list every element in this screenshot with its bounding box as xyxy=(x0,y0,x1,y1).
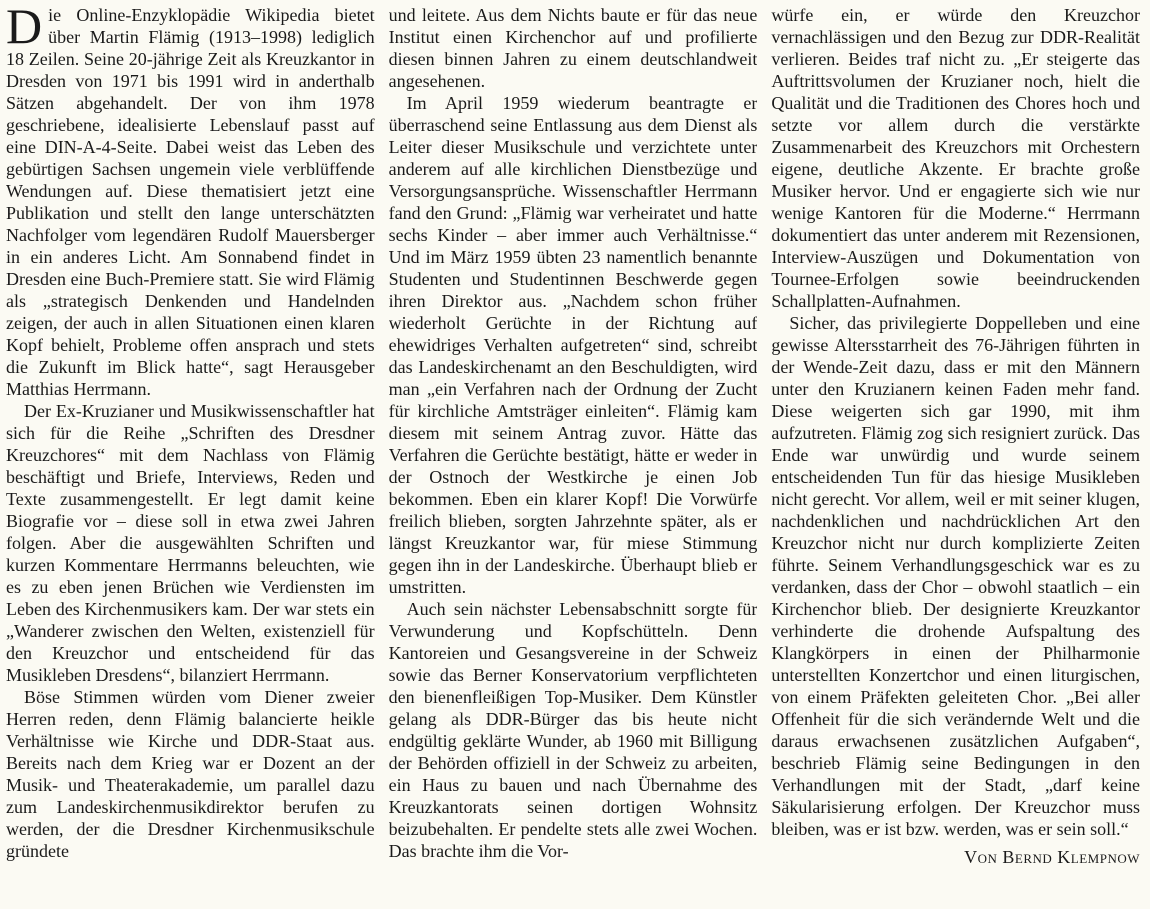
article-column-1 xyxy=(6,4,375,909)
paragraph-5: Auch sein nächster Lebensabschnitt sorgte für Verwunderung und Kopfschütteln. Denn Kantoreien und Gesangsvereine in der Schweiz sowie das Berner Konservatorium verpflichteten den bienenfleißigen Top-Musiker. Dem Künstler gelang als DDR-Bürger das bis heute nicht endgültig geklärte Wunder, ab 1960 mit Billigung der Behörden offiziell in der Schweiz zu arbeiten, ein Haus zu bauen und nach Übernahme des Kreuzkantorats seinen dortigen Wohnsitz beizubehalten. Er pendelte stets alle zwei Wochen. Das brachte ihm die Vor- xyxy=(388,599,758,861)
paragraph-6: Sicher, das privilegierte Doppelleben und eine gewisse Altersstarrheit des 76-Jährigen führten in der Wende-Zeit dazu, dass er mit den Männern unter den Kruzianern keinen Faden mehr fand. Diese weigerten sich gar 1990, mit ihm aufzutreten. Flämig zog sich resigniert zurück. Das Ende war unwürdig und wurde seinem entscheidenden Tun für das hiesige Musikleben nicht gerecht. Vor allem, weil er mit seiner klugen, nachdenklichen und nachdrücklichen Art den Kreuzchor nicht nur durch komplizierte Zeiten führte. Seinem Verhandlungsgeschick war es zu verdanken, dass der Chor – obwohl staatlich – ein Kirchenchor blieb. Der designierte Kreuzkantor verhinderte die drohende Aufspaltung des Klangkörpers in einen der Philharmonie unterstellten Konzertchor und einen liturgischen, von einem Präfekten geleiteten Chor. „Bei aller Offenheit für die sich verändernde Welt und die daraus erwachsenen zusätzlichen Aufgaben“, beschrieb Flämig seine Bedingungen in den Verhandlungen mit der Stadt, „darf keine Säkularisierung erfolgen. Der Kreuzchor muss bleiben, was er ist bzw. werden, was er sein soll.“ xyxy=(771,313,1141,839)
article-column-2 xyxy=(389,4,758,909)
paragraph-4: Im April 1959 wiederum beantragte er überraschend seine Entlassung aus dem Dienst als Leiter dieser Musikschule und verzichtete unter anderem auf alle kirchlichen Dienstbezüge und Versorgungsansprüche. Wissenschaftler Herrmann fand den Grund: „Flämig war verheiratet und hatte sechs Kinder – aber immer auch Verhältnisse.“ Und im März 1959 übten 23 namentlich benannte Studenten und Studentinnen Beschwerde gegen ihren Direktor aus. „Nachdem schon früher wiederholt Gerüchte in der Richtung auf ehewidriges Verhalten aufgetreten“ sind, schreibt das Landeskirchenamt an den Beschuldigten, wird man „ein Verfahren nach der Ordnung der Zucht für kirchliche Amtsträger einleiten“. Flämig kam diesem mit seinem Antrag zuvor. Hätte das Verfahren die Gerüchte bestätigt, hätte er weder in der Ostnoch der Westkirche je einen Job bekommen. Eben ein klarer Kopf! Die Vorwürfe freilich blieben, sorgten Jahrzehnte später, als er längst Kreuzkantor war, für miese Stimmung gegen ihn in der Landeskirche. Überhaupt blieb er umstritten. xyxy=(388,93,758,597)
paragraph-5-continued: würfe ein, er würde den Kreuzchor vernachlässigen und den Bezug zur DDR-Realität verlieren. Beides traf nicht zu. „Er steigerte das Auftrittsvolumen der Kruzianer noch, hielt die Qualität und die Traditionen des Chores hoch und setzte vor allem durch die verstärkte Zusammenarbeit des Kreuzchors mit Orchestern eigene, deutliche Akzente. Er brachte große Musiker hervor. Und er engagierte sich wie nur wenige Kantoren für die Moderne.“ Herrmann dokumentiert das unter anderem mit Rezensionen, Interview-Auszügen und Dokumentation von Tournee-Erfolgen sowie beeindruckenden Schallplatten-Aufnahmen. xyxy=(771,5,1141,311)
paragraph-2: Der Ex-Kruzianer und Musikwissenschaftler hat sich für die Reihe „Schriften des Dresdner Kreuzchores“ mit dem Nachlass von Flämig beschäftigt und Briefe, Interviews, Reden und Texte zusammengestellt. Er legt damit keine Biografie vor – diese soll in etwa zwei Jahren folgen. Aber die ausgewählten Schriften und kurzen Kommentare Herrmanns beleuchten, wie es zu eben jenen Brüchen wie Verdiensten im Leben des Kirchenmusikers kam. Der war stets ein „Wanderer zwischen den Welten, existenziell für den Kreuzchor und entscheidend für das Musikleben Dresdens“, bilanziert Herrmann. xyxy=(6,401,375,685)
drop-cap: D xyxy=(6,4,43,54)
paragraph-1-text: ie Online-Enzyklopädie Wikipedia bietet über Martin Flämig (1913–1998) lediglich 18 Zeilen. Seine 20-jährige Zeit als Kreuzkantor in Dresden von 1971 bis 1991 wird in anderthalb Sätzen abgehandelt. Der von ihm 1978 geschriebene, idealisierte Lebenslauf passt auf eine DIN-A-4-Seite. Dabei weist das Leben des gebürtigen Sachsen ungemein viele verblüffende Wendungen auf. Diese thematisiert jetzt eine Publikation und stellt den lange unterschätzten Nachfolger vom legendären Rudolf Mauersberger in ein anderes Licht. Am Sonnabend findet in Dresden eine Buch-Premiere statt. Sie wird Flämig als „strategisch Denkenden und Handelnden zeigen, der auch in allen Situationen einen klaren Kopf behielt, Probleme offen ansprach und stets die Zukunft im Blick hatte“, sagt Herausgeber Matthias Herrmann. xyxy=(6,5,375,399)
paragraph-3-continued: und leitete. Aus dem Nichts baute er für das neue Institut einen Kirchenchor auf und profilierte diesen binnen Jahren zu einem deutschlandweit angesehenen. xyxy=(388,5,758,91)
author-byline: Von Bernd Klempnow xyxy=(964,847,1141,867)
paragraph-1 xyxy=(6,4,375,400)
paragraph-3: Böse Stimmen würden vom Diener zweier Herren reden, denn Flämig balancierte heikle Verhältnisse wie Kirche und DDR-Staat aus. Bereits nach dem Krieg war er Dozent an der Musik- und Theaterakademie, um parallel dazu zum Landeskirchenmusikdirektor berufen zu werden, der die Dresdner Kirchenmusikschule gründete xyxy=(6,687,375,861)
article-column-3 xyxy=(771,4,1140,909)
